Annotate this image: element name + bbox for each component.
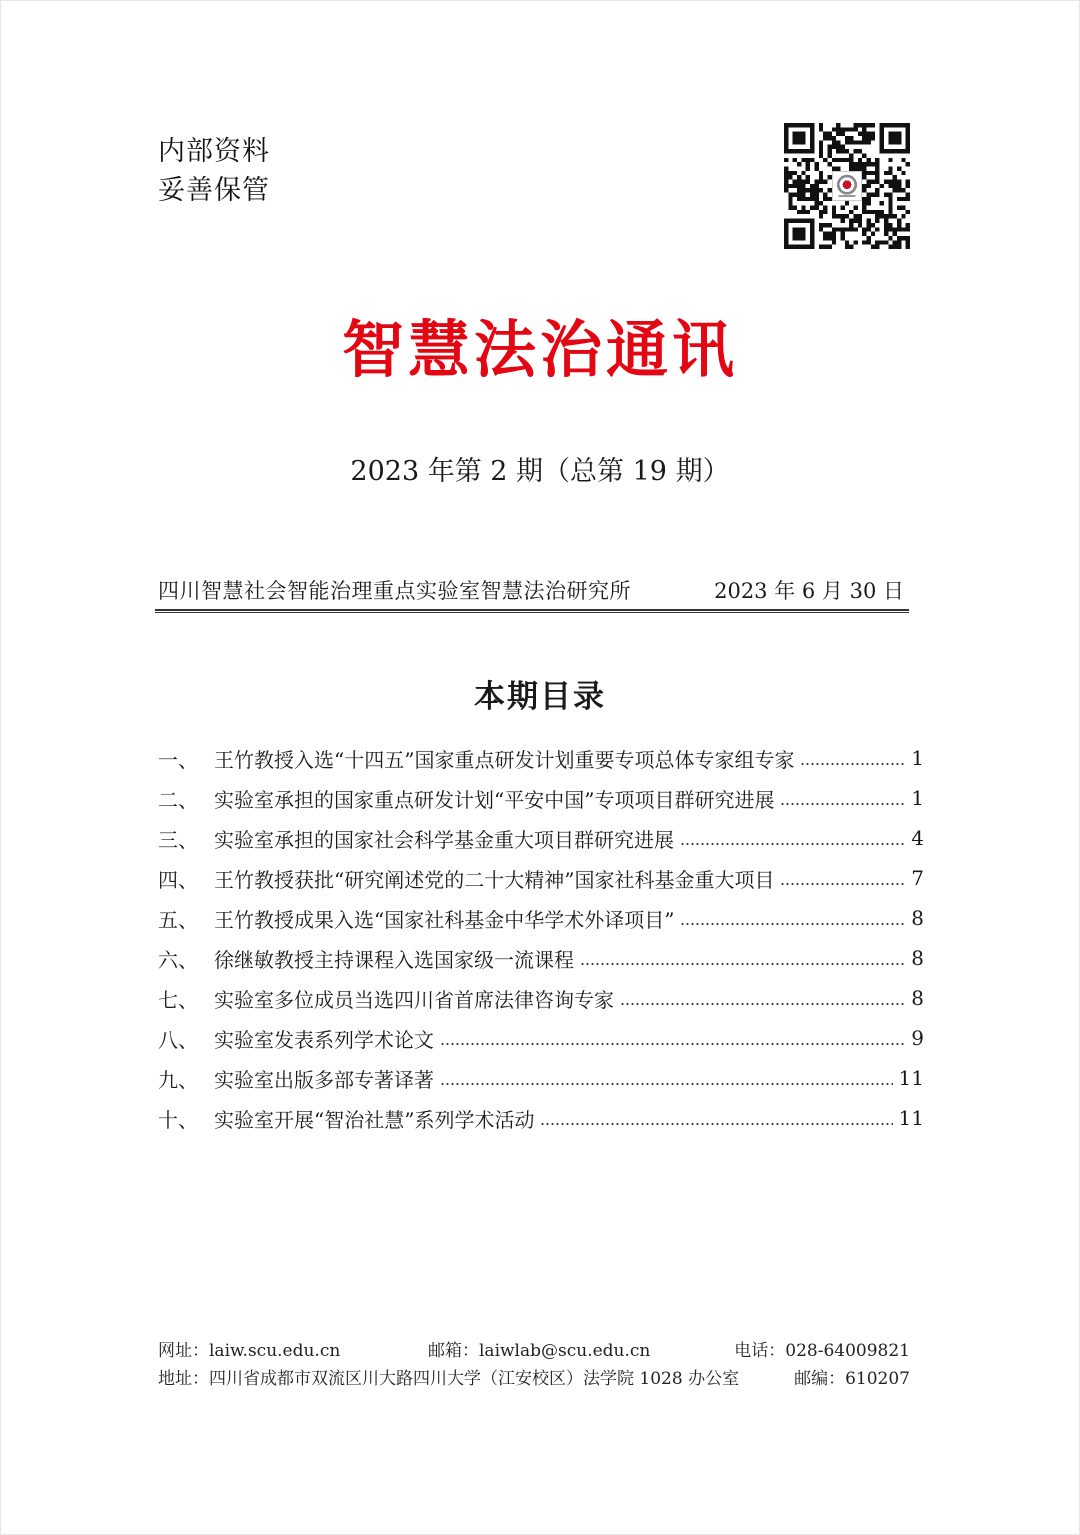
- toc-item-page: 1: [911, 746, 924, 770]
- toc-leader-dots: [780, 802, 905, 806]
- toc-item-page: 8: [911, 986, 924, 1010]
- toc-item-title: 实验室承担的国家社会科学基金重大项目群研究进展: [214, 827, 674, 852]
- postal-code: 邮编：610207: [794, 1369, 910, 1389]
- toc-item-number: 二、: [158, 787, 198, 812]
- toc-leader-dots: [780, 882, 905, 886]
- footer-line-1: [158, 1337, 910, 1365]
- toc-leader-dots: [540, 1122, 892, 1126]
- toc-item-page: 4: [911, 826, 924, 850]
- toc-item[interactable]: [158, 978, 924, 1018]
- toc-item[interactable]: [158, 1098, 924, 1138]
- toc-item-number: 十、: [158, 1107, 198, 1132]
- toc-item-title: 实验室承担的国家重点研发计划“平安中国”专项项目群研究进展: [214, 787, 775, 812]
- lab-logo-icon: [833, 172, 862, 201]
- toc-leader-dots: [440, 1042, 905, 1046]
- toc-item-number: 七、: [158, 987, 198, 1012]
- classification-line-1: 内部资料: [158, 136, 270, 167]
- toc-item-number: 五、: [158, 907, 198, 932]
- masthead: [158, 574, 908, 608]
- footer-contact: [158, 1337, 910, 1393]
- footer-line-2: [158, 1365, 910, 1393]
- toc-leader-dots: [680, 922, 905, 926]
- toc-item-page: 7: [911, 866, 924, 890]
- toc-item-number: 六、: [158, 947, 198, 972]
- toc-leader-dots: [440, 1082, 893, 1086]
- toc-item-number: 三、: [158, 827, 198, 852]
- toc-item-title: 王竹教授成果入选“国家社科基金中华学术外译项目”: [214, 907, 675, 932]
- toc-item[interactable]: [158, 898, 924, 938]
- phone-number: 电话：028-64009821: [734, 1341, 910, 1361]
- qr-code-icon: [784, 123, 910, 249]
- newsletter-title: 智慧法治通讯: [341, 313, 738, 386]
- toc-item-page: 8: [911, 946, 924, 970]
- toc-item-number: 四、: [158, 867, 198, 892]
- toc-item[interactable]: [158, 858, 924, 898]
- toc-item[interactable]: [158, 1018, 924, 1058]
- toc-item[interactable]: [158, 1058, 924, 1098]
- classification-label: [158, 132, 270, 210]
- toc-item[interactable]: [158, 738, 924, 778]
- toc-item-page: 8: [911, 906, 924, 930]
- toc-item[interactable]: [158, 818, 924, 858]
- toc-heading: 本期目录: [474, 679, 606, 715]
- toc-item-title: 实验室发表系列学术论文: [214, 1027, 434, 1052]
- toc-item-title: 王竹教授获批“研究阐述党的二十大精神”国家社科基金重大项目: [214, 867, 775, 892]
- toc-leader-dots: [580, 962, 905, 966]
- toc-item-title: 徐继敏教授主持课程入选国家级一流课程: [214, 947, 574, 972]
- organization-name: 四川智慧社会智能治理重点实验室智慧法治研究所: [158, 579, 631, 603]
- toc-item[interactable]: [158, 778, 924, 818]
- table-of-contents: [158, 738, 924, 1138]
- toc-item[interactable]: [158, 938, 924, 978]
- email-link[interactable]: 邮箱：laiwlab@scu.edu.cn: [428, 1341, 651, 1361]
- toc-leader-dots: [800, 762, 905, 766]
- toc-item-title: 实验室开展“智治社慧”系列学术活动: [214, 1107, 535, 1132]
- toc-item-title: 王竹教授入选“十四五”国家重点研发计划重要专项总体专家组专家: [214, 747, 795, 772]
- website-link[interactable]: 网址：laiw.scu.edu.cn: [158, 1341, 341, 1361]
- publication-date: 2023 年 6 月 30 日: [714, 579, 904, 603]
- toc-item-number: 九、: [158, 1067, 198, 1092]
- postal-address: 地址：四川省成都市双流区川大路四川大学（江安校区）法学院 1028 办公室: [158, 1369, 740, 1389]
- toc-item-page: 11: [898, 1106, 924, 1130]
- issue-number: 2023 年第 2 期（总第 19 期）: [350, 456, 730, 487]
- toc-item-number: 八、: [158, 1027, 198, 1052]
- toc-item-title: 实验室多位成员当选四川省首席法律咨询专家: [214, 987, 614, 1012]
- toc-item-title: 实验室出版多部专著译著: [214, 1067, 434, 1092]
- toc-item-page: 11: [898, 1066, 924, 1090]
- toc-leader-dots: [620, 1002, 905, 1006]
- toc-item-page: 9: [911, 1026, 924, 1050]
- toc-leader-dots: [680, 842, 905, 846]
- classification-line-2: 妥善保管: [158, 175, 270, 206]
- masthead-divider: [155, 609, 909, 613]
- toc-item-number: 一、: [158, 747, 198, 772]
- toc-item-page: 1: [911, 786, 924, 810]
